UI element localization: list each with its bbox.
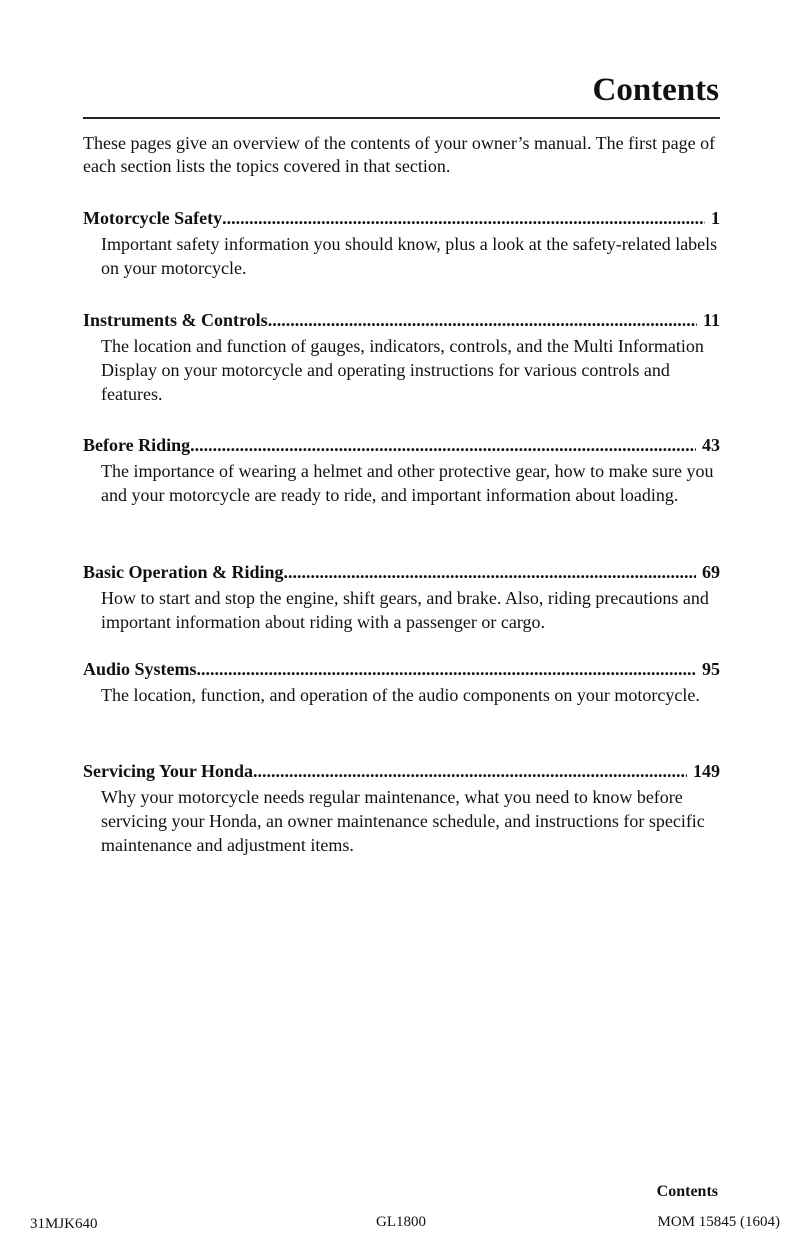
toc-entry-link[interactable] <box>83 560 723 584</box>
toc-section-description: The importance of wearing a helmet and other protective gear, how to make sure you and your motorcycle are ready to ride, and important information about loading. <box>101 461 714 505</box>
toc-page-number: 149 <box>693 761 720 781</box>
toc-page-number: 43 <box>702 435 720 455</box>
toc-section-audio-systems <box>83 657 723 707</box>
toc-page-number: 11 <box>702 310 720 330</box>
toc-entry-link[interactable] <box>83 759 723 783</box>
toc-leader-dots <box>268 308 697 332</box>
toc-section-title: Servicing Your Honda <box>83 761 254 781</box>
footer-document-code: MOM 15845 (1604) <box>657 1214 780 1230</box>
toc-leader-dots <box>284 560 696 584</box>
toc-entry-link[interactable] <box>83 657 723 681</box>
toc-page-number: 95 <box>702 659 720 679</box>
toc-section-description: The location, function, and operation of the audio components on your motorcycle. <box>101 685 700 705</box>
toc-section-description: Why your motorcycle needs regular maintenance, what you need to know before servicing your Honda, an owner maintenance schedule, and instructions for specific maintenance and adjustment items. <box>101 787 705 855</box>
toc-entry-link[interactable] <box>83 206 723 230</box>
page-title: Contents <box>592 72 719 108</box>
toc-section-description: Important safety information you should know, plus a look at the safety-related labels on your motorcycle. <box>101 234 718 278</box>
toc-section-basic-operation-riding <box>83 560 723 634</box>
toc-page-number: 69 <box>702 562 720 582</box>
toc-section-motorcycle-safety <box>83 206 723 280</box>
toc-section-title: Before Riding <box>83 435 191 455</box>
toc-section-before-riding <box>83 433 723 507</box>
toc-section-instruments-controls <box>83 308 723 406</box>
toc-section-title: Instruments & Controls <box>83 310 268 330</box>
toc-section-servicing-your-honda <box>83 759 723 857</box>
toc-entry-link[interactable] <box>83 308 723 332</box>
toc-section-title: Basic Operation & Riding <box>83 562 284 582</box>
title-divider <box>83 117 720 119</box>
footer-model: GL1800 <box>376 1214 426 1230</box>
toc-leader-dots <box>222 206 705 230</box>
toc-section-description: The location and function of gauges, indicators, controls, and the Multi Information Display on your motorcycle and operating instructions for various controls and features. <box>101 336 704 404</box>
footer-section-label: Contents <box>656 1183 718 1200</box>
toc-entry-link[interactable] <box>83 433 723 457</box>
toc-section-title: Motorcycle Safety <box>83 208 223 228</box>
toc-page-number: 1 <box>711 208 720 228</box>
intro-paragraph: These pages give an overview of the contents of your owner’s manual. The first page of each section lists the topics covered in that section. <box>83 133 716 176</box>
toc-leader-dots <box>197 657 696 681</box>
toc-section-title: Audio Systems <box>83 659 197 679</box>
toc-leader-dots <box>190 433 696 457</box>
footer-part-number: 31MJK640 <box>30 1216 98 1232</box>
toc-section-description: How to start and stop the engine, shift gears, and brake. Also, riding precautions and important information about riding with a passenger or cargo. <box>101 588 709 632</box>
toc-leader-dots <box>253 759 687 783</box>
